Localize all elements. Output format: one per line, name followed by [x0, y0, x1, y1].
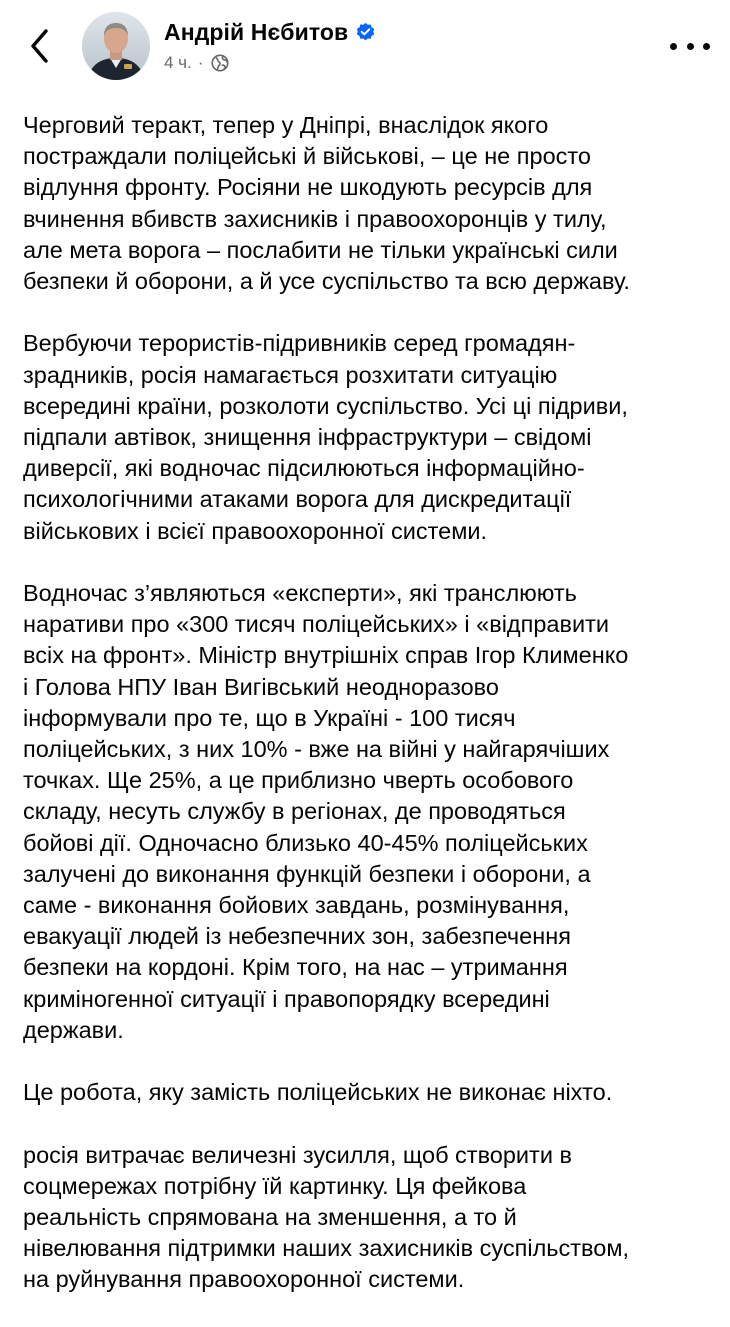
verified-badge-icon — [355, 22, 376, 43]
post-paragraph: Це робота, яку замість поліцейських не виконає ніхто. — [23, 1079, 613, 1106]
more-options-icon — [703, 43, 710, 50]
chevron-left-icon — [29, 28, 51, 64]
post-text — [23, 110, 718, 1327]
more-options-icon — [670, 43, 677, 50]
post-paragraph: Черговий теракт, тепер у Дніпрі, внаслідок якого постраждали поліцейські й військові, – це не просто відлуння фронту. Росіяни не шкодують ресурсів для вчинення вбивств захисників і правоохоронців у тилу, але мета ворога – послабити не тільки українські сили безпеки й оборони, а й усе суспільство та всю державу. — [23, 112, 630, 295]
back-button[interactable] — [22, 26, 58, 66]
more-options-icon — [687, 43, 694, 50]
avatar[interactable] — [82, 12, 150, 80]
post-meta — [164, 52, 229, 74]
more-options-button[interactable] — [670, 34, 710, 58]
post-time[interactable]: 4 ч. — [164, 53, 192, 72]
post-paragraph: Вербуючи терористів-підривників серед громадян- зрадників, росія намагається розхитати ситуацію всередині країни, розколоти суспільство. Усі ці підриви, підпали автівок, знищення інфраструктури – свідомі диверсії, які водночас підсилюються інформаційно- психологічними атаками ворога для дискредитації військових і всієї правоохоронної системи. — [23, 330, 628, 544]
post-header — [0, 0, 730, 96]
post-paragraph: росія витрачає величезні зусилля, щоб створити в соцмережах потрібну їй картинку. Ця фейкова реальність спрямована на зменшення, а то й нівелювання підтримки наших захисників суспільством, на руйнування правоохоронної системи. — [23, 1141, 630, 1293]
meta-separator: · — [197, 53, 204, 72]
author-name[interactable]: Андрій Нєбитов — [164, 18, 349, 45]
avatar-portrait-icon — [82, 12, 150, 80]
author-row — [164, 16, 376, 48]
post-paragraph: Водночас з’являються «експерти», які транслюють наративи про «300 тисяч поліцейських» і «відправити всіх на фронт». Міністр внутрішніх справ Ігор Клименко і Голова НПУ Іван Вигівський неодноразово інформували про те, що в Україні - 100 тисяч поліцейських, з них 10% - вже на війні у найгарячіших точках. Ще 25%, а це приблизно чверть особового складу, несуть службу в регіонах, де проводяться бойові дії. Одночасно близько 40-45% поліцейських залучені до виконання функцій безпеки і оборони, а саме - виконання бойових завдань, розмінування, евакуації людей із небезпечних зон, забезпечення безпеки на кордоні. Крім того, на нас – утримання криміногенної ситуації і правопорядку всередині держави. — [23, 580, 629, 1043]
globe-icon[interactable] — [211, 54, 229, 72]
